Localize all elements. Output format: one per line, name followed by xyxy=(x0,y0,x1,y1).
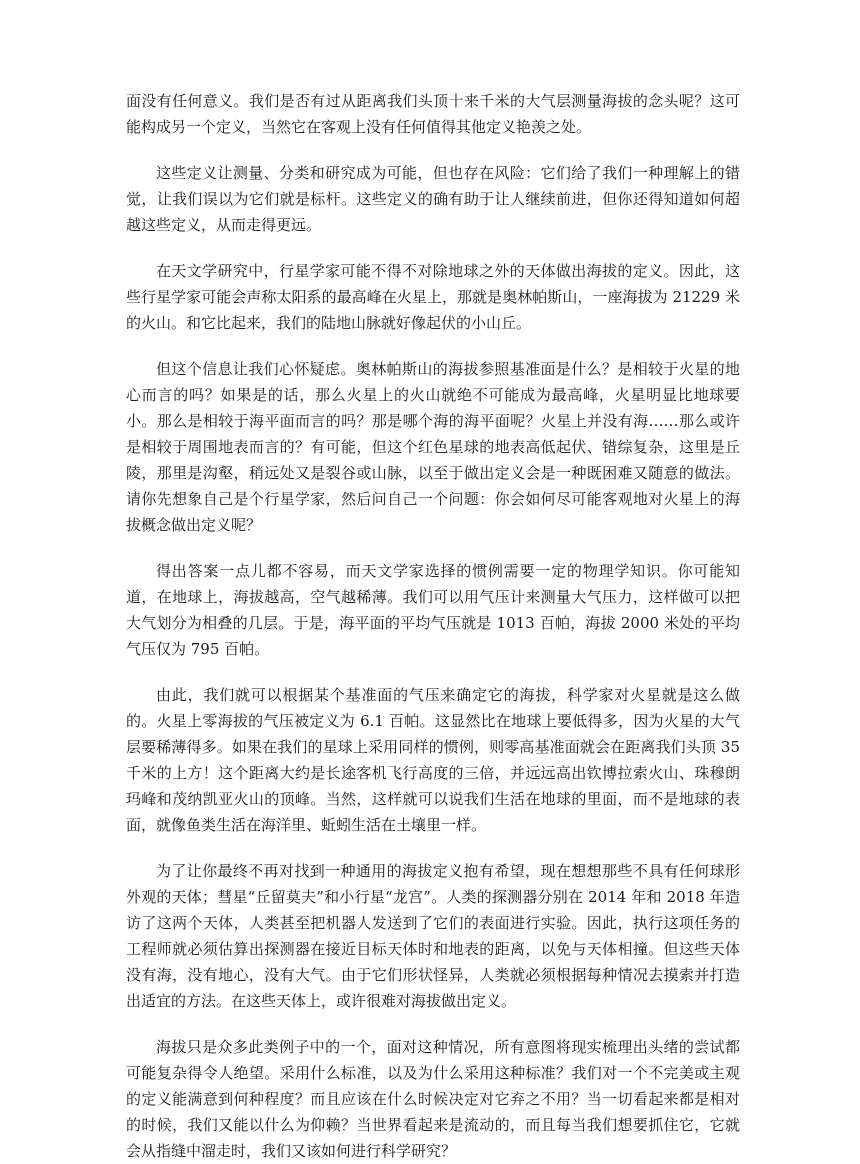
paragraph-6: 由此，我们就可以根据某个基准面的气压来确定它的海拔，科学家对火星就是这么做的。火星上零海拔的气压被定义为 6.1 百帕。这显然比在地球上要低得多，因为火星的大气层要稀薄得多。如果在我们的星球上采用同样的惯例，则零高基准面就会在距离我们头顶 35 千米的上方！这个距离大约是长途客机飞行高度的三倍，并远远高出钦博拉索火山、珠穆朗玛峰和茂纳凯亚火山的顶峰。当然，这样就可以说我们生活在地球的里面，而不是地球的表面，就像鱼类生活在海洋里、蚯蚓生活在土壤里一样。 xyxy=(126,686,740,834)
paragraph-8: 海拔只是众多此类例子中的一个，面对这种情况，所有意图将现实梳理出头绪的尝试都可能复杂得令人绝望。采用什么标准，以及为什么采用这种标准？我们对一个不完美或主观的定义能满意到何种程度？而且应该在什么时候决定对它弃之不用？当一切看起来都是相对的时候，我们又能以什么为仰赖？当世界看起来是流动的，而且每当我们想要抓住它，它就会从指缝中溜走时，我们又该如何进行科学研究？ xyxy=(126,1038,740,1160)
paragraph-3: 在天文学研究中，行星学家可能不得不对除地球之外的天体做出海拔的定义。因此，这些行星学家可能会声称太阳系的最高峰在火星上，那就是奥林帕斯山，一座海拔为 21229 米的火山。和它比起来，我们的陆地山脉就好像起伏的小山丘。 xyxy=(126,262,740,332)
paragraph-2: 这些定义让测量、分类和研究成为可能，但也存在风险：它们给了我们一种理解上的错觉，让我们误以为它们就是标杆。这些定义的确有助于让人继续前进，但你还得知道如何超越这些定义，从而走得更远。 xyxy=(126,164,740,234)
paragraph-1: 面没有任何意义。我们是否有过从距离我们头顶十来千米的大气层测量海拔的念头呢？这可能构成另一个定义，当然它在客观上没有任何值得其他定义艳羡之处。 xyxy=(126,92,740,136)
paragraph-7: 为了让你最终不再对找到一种通用的海拔定义抱有希望，现在想想那些不具有任何球形外观的天体；彗星“丘留莫夫”和小行星“龙宫”。人类的探测器分别在 2014 年和 2018 年造访了这两个天体，人类甚至把机器人发送到了它们的表面进行实验。因此，执行这项任务的工程师就必须估算出探测器在接近目标天体时和地表的距离，以免与天体相撞。但这些天体没有海，没有地心，没有大气。由于它们形状怪异，人类就必须根据每种情况去摸索并打造出适宜的方法。在这些天体上，或许很难对海拔做出定义。 xyxy=(126,862,740,1010)
paragraph-4: 但这个信息让我们心怀疑虑。奥林帕斯山的海拔参照基准面是什么？是相较于火星的地心而言的吗？如果是的话，那么火星上的火山就绝不可能成为最高峰，火星明显比地球要小。那么是相较于海平面而言的吗？那是哪个海的海平面呢？火星上并没有海……那么或许是相较于周围地表而言的？有可能，但这个红色星球的地表高低起伏、错综复杂，这里是丘陵，那里是沟壑，稍远处又是裂谷或山脉，以至于做出定义会是一种既困难又随意的做法。请你先想象自己是个行星学家，然后问自己一个问题：你会如何尽可能客观地对火星上的海拔概念做出定义呢？ xyxy=(126,360,740,534)
paragraph-5: 得出答案一点儿都不容易，而天文学家选择的惯例需要一定的物理学知识。你可能知道，在地球上，海拔越高，空气越稀薄。我们可以用气压计来测量大气压力，这样做可以把大气划分为相叠的几层。于是，海平面的平均气压就是 1013 百帕，海拔 2000 米处的平均气压仅为 795 百帕。 xyxy=(126,562,740,658)
